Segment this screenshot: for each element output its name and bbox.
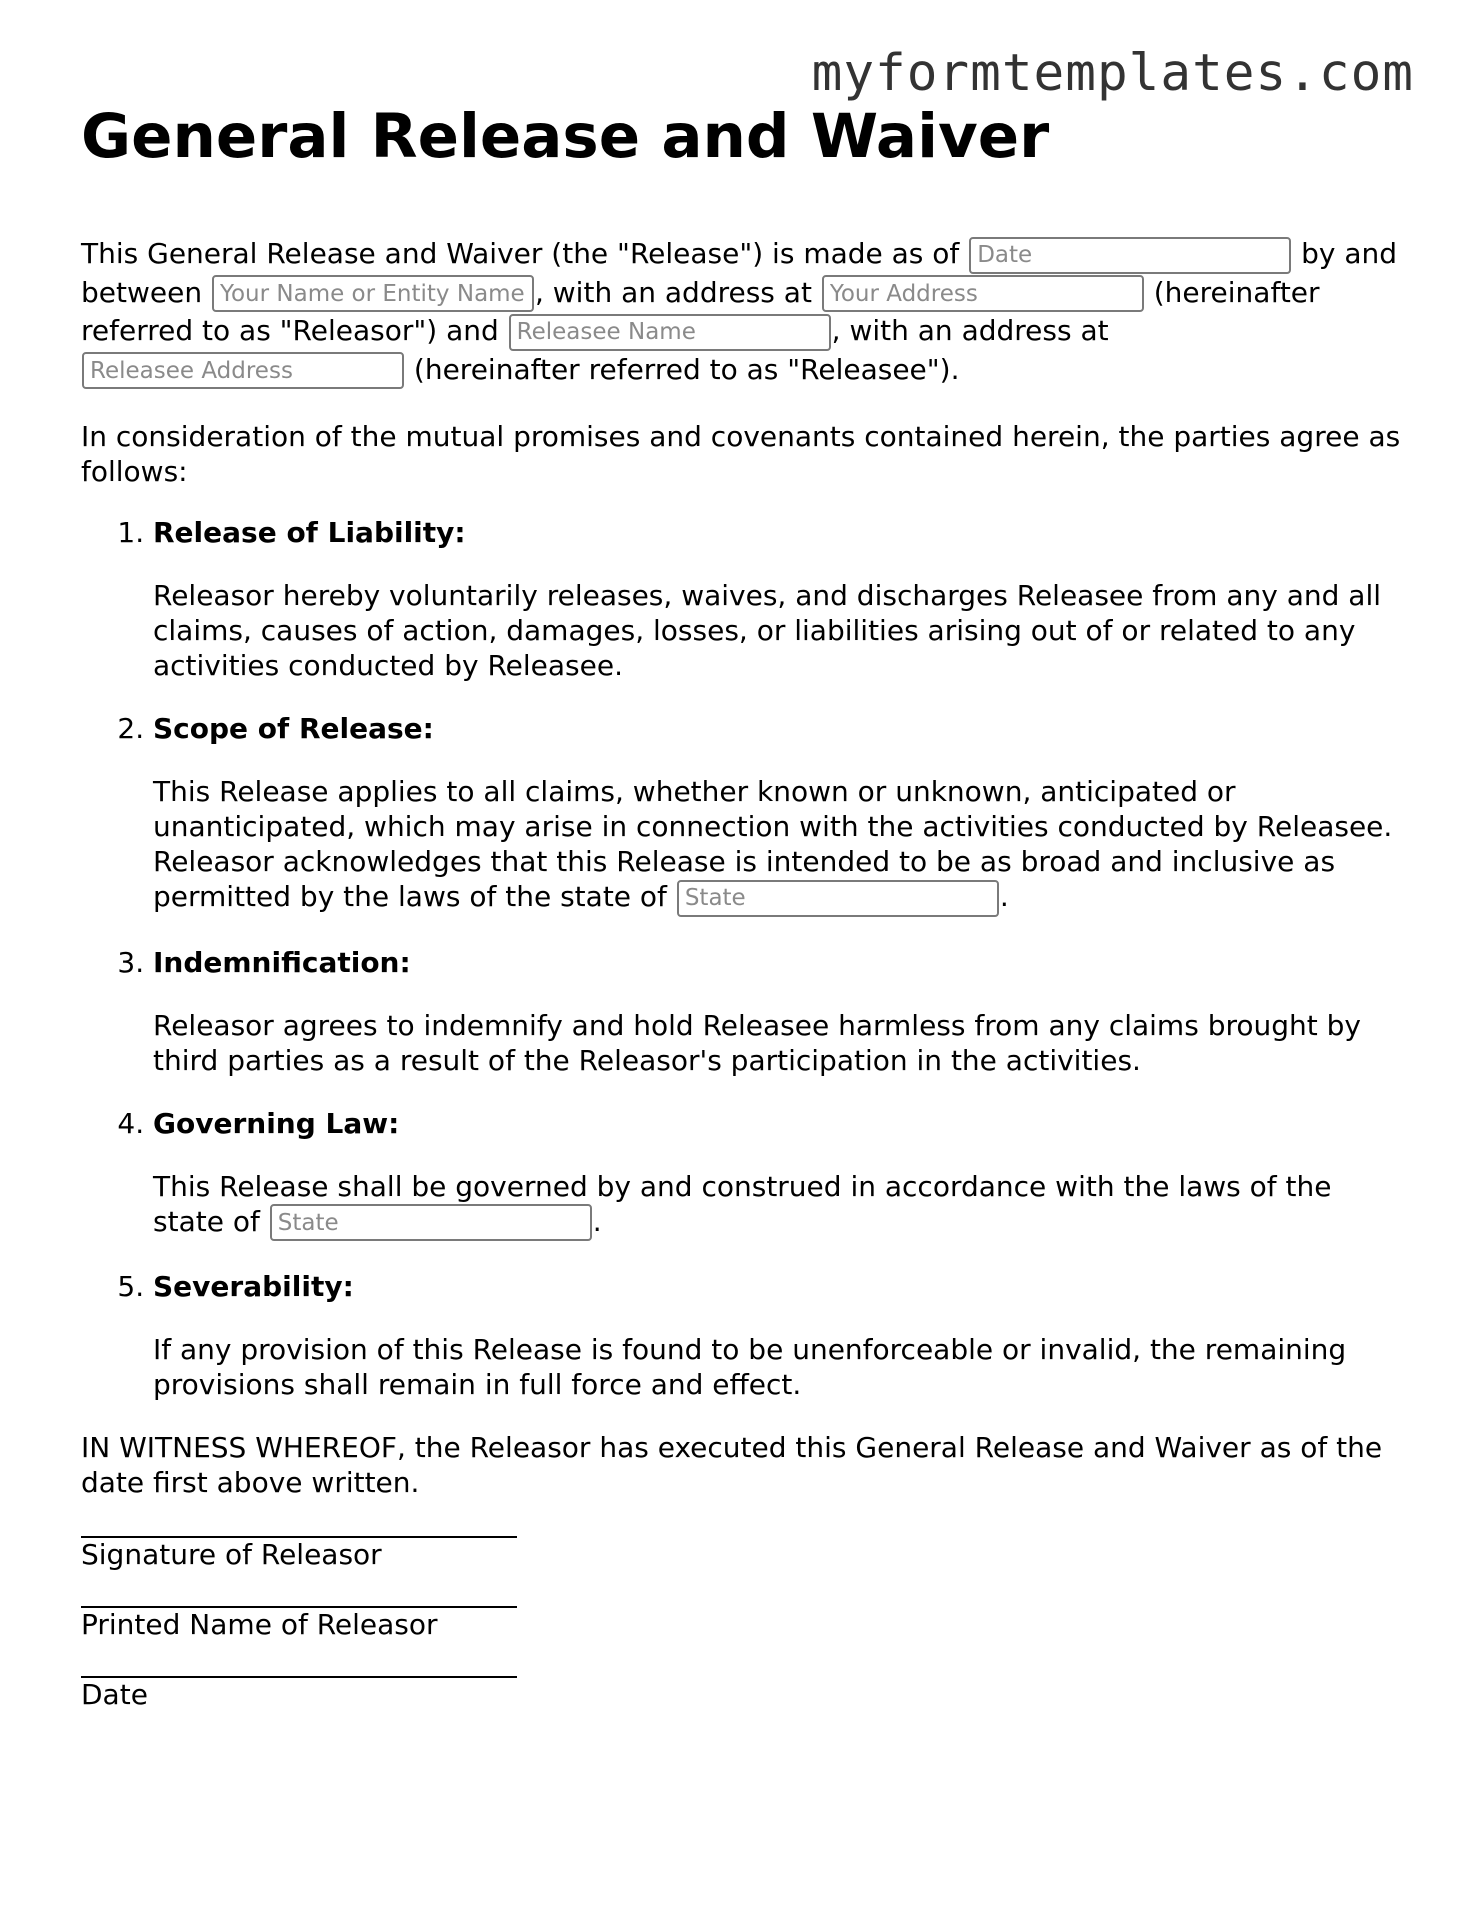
releasee-address-input[interactable] [82,352,404,389]
intro-text-2: by and between [81,237,1398,309]
terms-list [81,515,1401,1402]
releasor-address-input[interactable] [822,275,1144,312]
intro-text-5: , with an address at [831,314,1109,348]
releasor-name-input[interactable] [212,275,534,312]
section-body-release-of-liability: Releasor hereby voluntarily releases, waives, and discharges Releasee from any and all claims, causes of action, damages, losses, or liabilities arising out of or related to any activities conducted by Releasee. [153,579,1382,683]
section-title-release-of-liability: 1. Release of Liability: [153,516,466,550]
section-body-governing-law [153,1169,1401,1242]
page-title: General Release and Waiver [81,101,1050,172]
section-title-governing-law: 4. Governing Law: [153,1106,400,1140]
intro-text-1: This General Release and Waiver (the "Release") is made as of [81,237,960,271]
governing-period: . [592,1204,602,1238]
section-title-severability: 5. Severability: [153,1270,354,1304]
scope-body-text: This Release applies to all claims, whether known or unknown, anticipated or unanticipated, which may arise in connection with the activities conducted by Releasee. Releasor acknowledges that this Release is intended to be as broad and inclusive as permitted by the laws of the state of [153,775,1393,914]
list-item [153,1269,1401,1402]
date-input[interactable] [969,237,1291,274]
governing-body-text: This Release shall be governed by and construed in accordance with the laws of the state of [153,1169,1332,1238]
intro-paragraph [81,235,1401,389]
section-body-scope-of-release [153,774,1401,917]
governing-state-input[interactable] [270,1204,592,1241]
releasee-name-input[interactable] [509,314,831,351]
signature-block [81,1536,1401,1712]
list-item [153,515,1401,683]
signature-label: Signature of Releasor [81,1538,382,1572]
list-item [153,945,1401,1078]
intro-text-3: , with an address at [534,275,812,309]
section-body-indemnification: Releasor agrees to indemnify and hold Releasee harmless from any claims brought by third parties as a result of the Releasor's participation in the activities. [153,1008,1361,1077]
section-title-scope-of-release: 2. Scope of Release: [153,712,434,746]
watermark-text: myformtemplates.com [811,44,1414,103]
intro-text-6: (hereinafter referred to as "Releasee"). [413,352,960,386]
document-page [81,100,1401,1746]
list-item [153,1106,1401,1242]
section-body-severability: If any provision of this Release is found to be unenforceable or invalid, the remaining provisions shall remain in full force and effect. [153,1333,1347,1402]
scope-period: . [999,880,1009,914]
intro-text-4: (hereinafter referred to as "Releasor") and [81,275,1320,348]
signature-date-label: Date [81,1678,148,1712]
scope-state-input[interactable] [677,880,999,917]
printed-name-label: Printed Name of Releasor [81,1608,438,1642]
witness-paragraph: IN WITNESS WHEREOF, the Releasor has executed this General Release and Waiver as of the date first above written. [81,1431,1383,1500]
section-title-indemnification: 3. Indemnification: [153,945,411,979]
list-item [153,711,1401,917]
consideration-paragraph: In consideration of the mutual promises and covenants contained herein, the parties agree as follows: [81,420,1401,489]
